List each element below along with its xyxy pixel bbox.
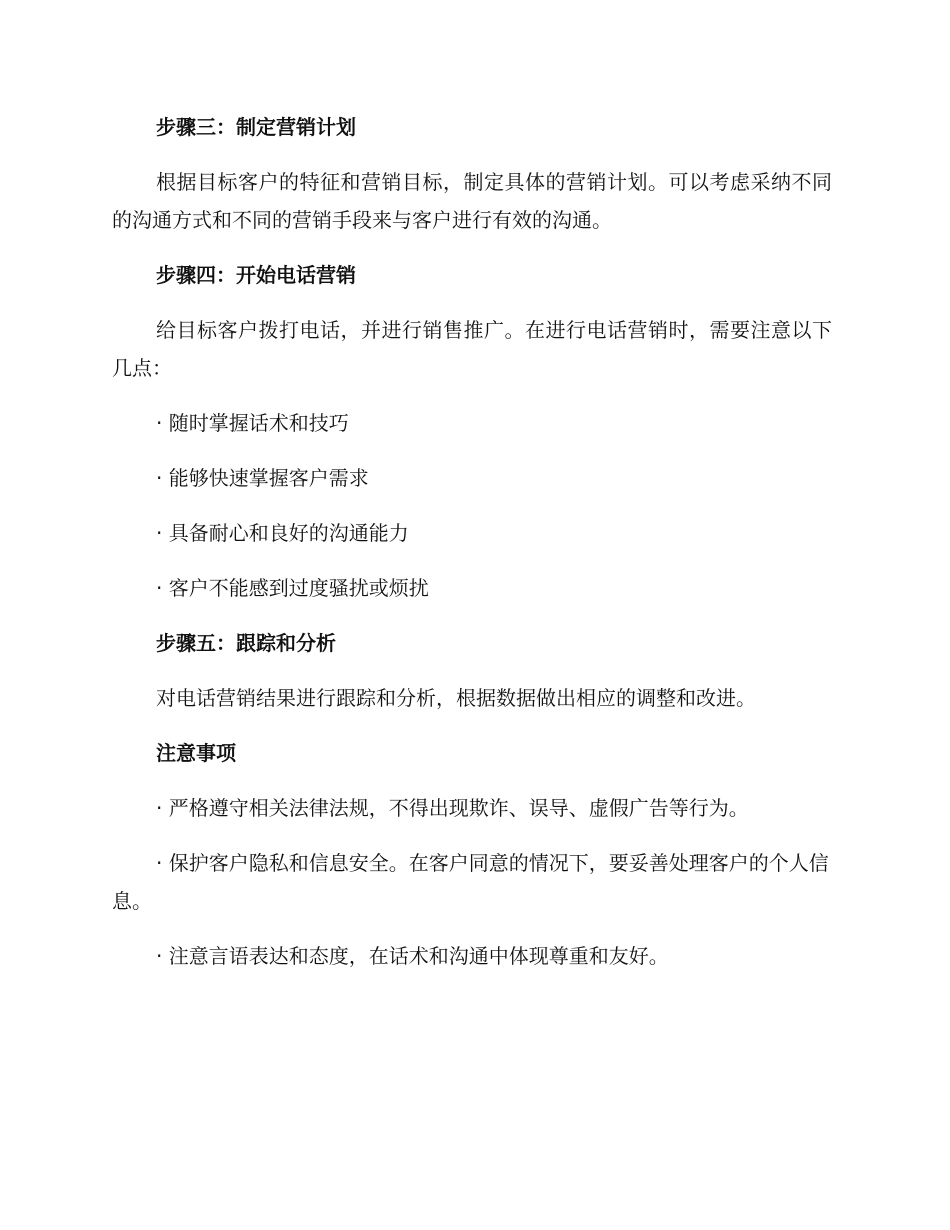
section-heading-step3: 步骤三：制定营销计划 — [156, 115, 356, 139]
note-item: · 注意言语表达和态度，在话术和沟通中体现尊重和友好。 — [156, 944, 669, 968]
section-heading-step5: 步骤五：跟踪和分析 — [156, 631, 336, 655]
document-body — [112, 108, 832, 992]
paragraph-step3: 根据目标客户的特征和营销目标，制定具体的营销计划。可以考虑采纳不同的沟通方式和不同的营销手段来与客户进行有效的沟通。 — [112, 170, 832, 232]
bullet-item: · 具备耐心和良好的沟通能力 — [156, 521, 409, 545]
paragraph-step5: 对电话营销结果进行跟踪和分析，根据数据做出相应的调整和改进。 — [156, 686, 756, 710]
bullet-item: · 客户不能感到过度骚扰或烦扰 — [156, 576, 429, 600]
section-heading-step4: 步骤四：开始电话营销 — [156, 263, 356, 287]
note-item: · 严格遵守相关法律法规，不得出现欺诈、误导、虚假广告等行为。 — [156, 796, 749, 820]
bullet-item: · 能够快速掌握客户需求 — [156, 466, 369, 490]
note-item: · 保护客户隐私和信息安全。在客户同意的情况下，要妥善处理客户的个人信息。 — [112, 851, 829, 913]
section-heading-notes: 注意事项 — [156, 741, 236, 765]
bullet-item: · 随时掌握话术和技巧 — [156, 411, 349, 435]
paragraph-step4: 给目标客户拨打电话，并进行销售推广。在进行电话营销时，需要注意以下几点： — [112, 318, 832, 380]
